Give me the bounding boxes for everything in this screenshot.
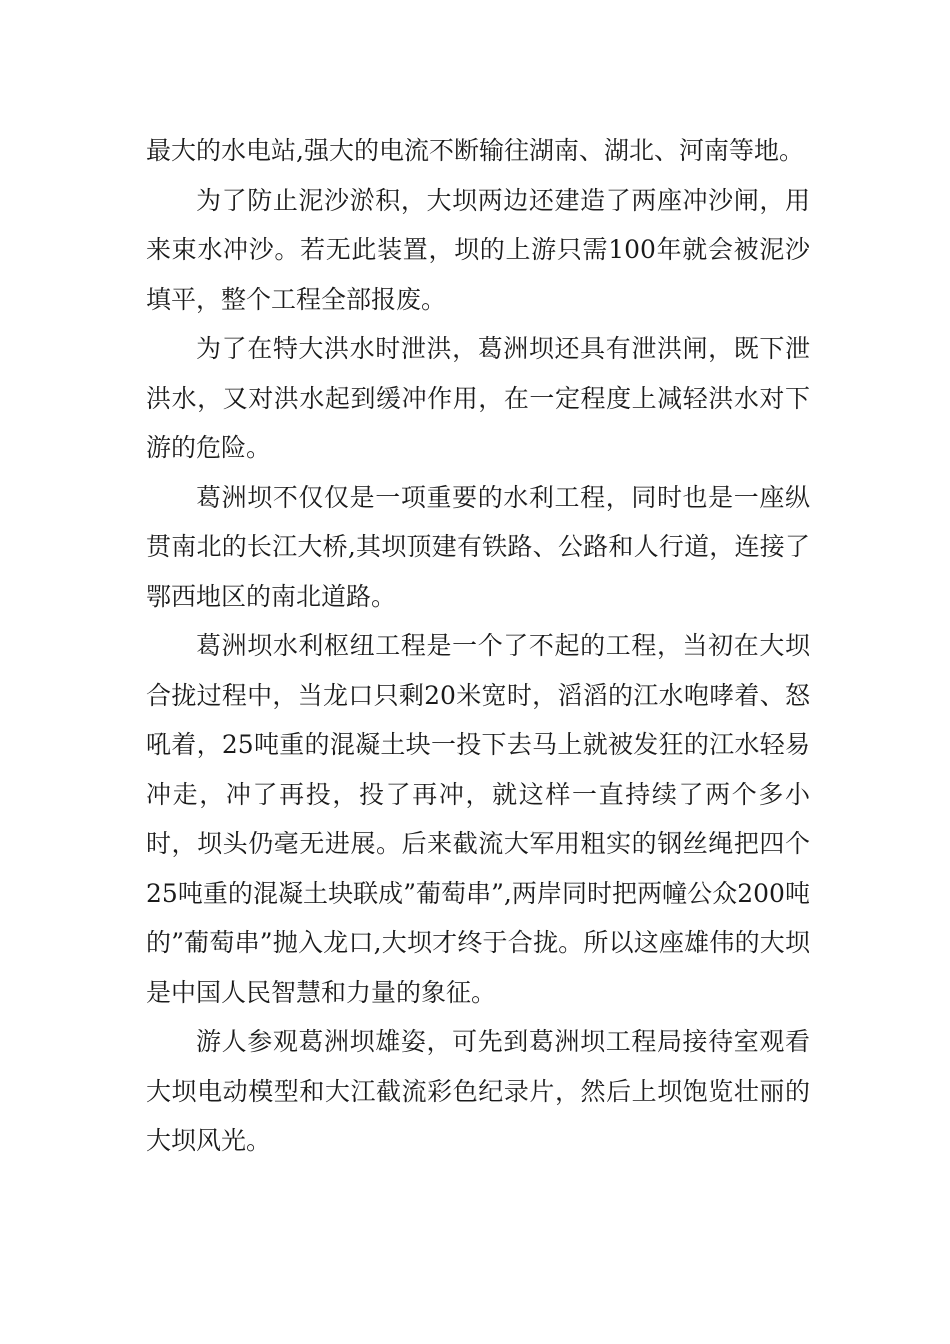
paragraph-continued: 最大的水电站,强大的电流不断输往湖南、湖北、河南等地。 — [146, 136, 804, 165]
paragraph-closure-history: 葛洲坝水利枢纽工程是一个了不起的工程，当初在大坝合拢过程中，当龙口只剩20米宽时，滔滔的江水咆哮着、怒吼着，25吨重的混凝土块一投下去马上就被发狂的江水轻易冲走，冲了再投，投了再冲，就这样一直持续了两个多小时，坝头仍毫无进展。后来截流大军用粗实的钢丝绳把四个25吨重的混凝土块联成”葡萄串”,两岸同时把两幢公众200吨的”葡萄串”抛入龙口,大坝才终于合拢。所以这座雄伟的大坝是中国人民智慧和力量的象征。 — [146, 631, 810, 1007]
document-body — [146, 126, 810, 1166]
paragraph-visitor-tips: 游人参观葛洲坝雄姿，可先到葛洲坝工程局接待室观看大坝电动模型和大江截流彩色纪录片，然后上坝饱览壮丽的大坝风光。 — [146, 1027, 810, 1155]
paragraph-sand-flushing-sluice: 为了防止泥沙淤积，大坝两边还建造了两座冲沙闸，用来束水冲沙。若无此装置，坝的上游只需100年就会被泥沙填平，整个工程全部报废。 — [146, 185, 810, 314]
paragraph-flood-discharge: 为了在特大洪水时泄洪，葛洲坝还具有泄洪闸，既下泄洪水，又对洪水起到缓冲作用，在一定程度上减轻洪水对下游的危险。 — [146, 334, 810, 462]
paragraph-bridge: 葛洲坝不仅仅是一项重要的水利工程，同时也是一座纵贯南北的长江大桥,其坝顶建有铁路、公路和人行道，连接了鄂西地区的南北道路。 — [146, 482, 810, 611]
